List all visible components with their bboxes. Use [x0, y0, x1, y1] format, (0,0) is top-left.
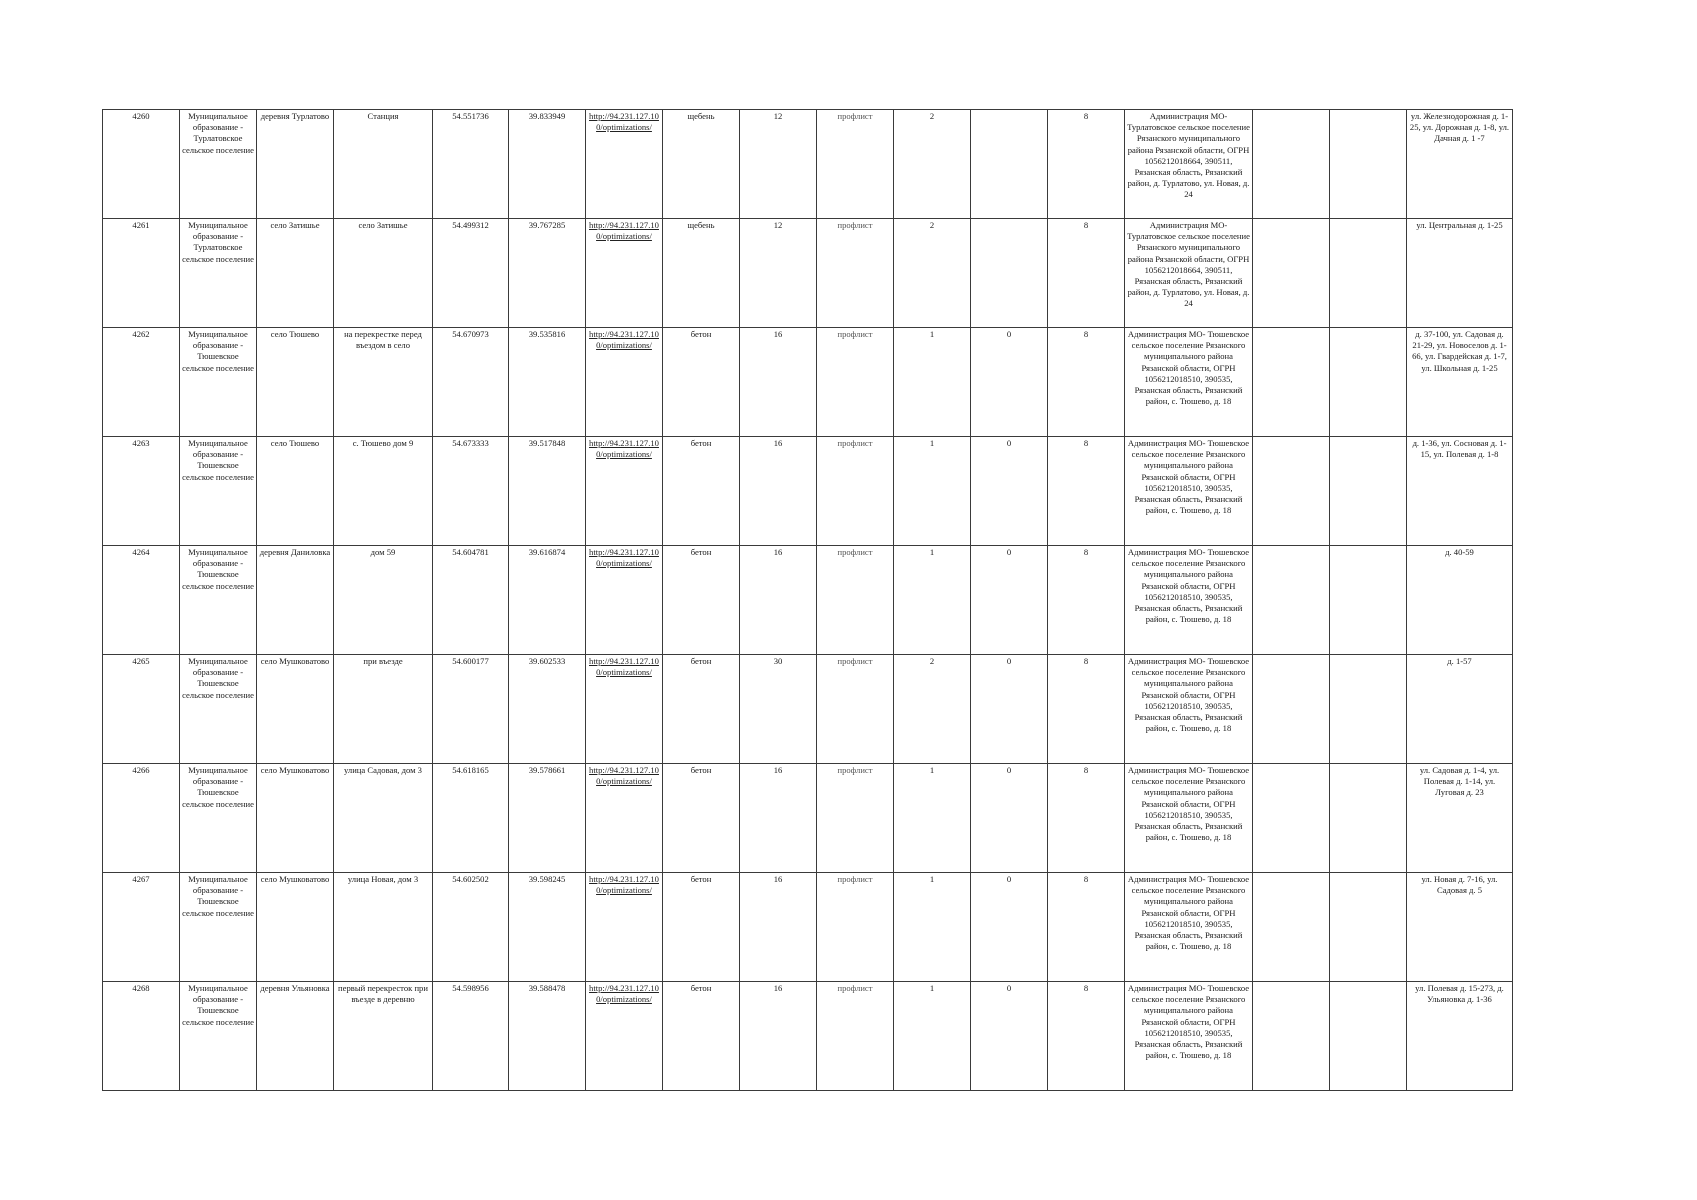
map-link[interactable]: http://94.231.127.10 0/optimizations/ — [589, 329, 659, 351]
cell-longitude: 39.598245 — [509, 873, 586, 982]
cell-longitude: 39.517848 — [509, 437, 586, 546]
cell-place: при въезде — [334, 655, 433, 764]
table-row — [103, 764, 1513, 873]
cell-place: село Затишье — [334, 219, 433, 328]
cell-owner: Администрация МО- Тюшевское сельское поселение Рязанского муниципального района Рязанской области, ОГРН 1056212018510, 390535, Рязанская область, Рязанский район, с. Тюшево, д. 18 — [1125, 982, 1253, 1091]
table-row — [103, 437, 1513, 546]
cell-locality: деревня Ульяновка — [257, 982, 334, 1091]
cell-map-link — [586, 546, 663, 655]
cell-empty — [1253, 110, 1330, 219]
cell-locality: деревня Даниловка — [257, 546, 334, 655]
cell-empty — [1330, 764, 1407, 873]
cell-empty — [1253, 764, 1330, 873]
map-link[interactable]: http://94.231.127.10 0/optimizations/ — [589, 656, 659, 678]
cell-empty — [1253, 219, 1330, 328]
table-row — [103, 982, 1513, 1091]
cell-volume: 8 — [1048, 328, 1125, 437]
cell-latitude: 54.618165 — [433, 764, 509, 873]
table-row — [103, 873, 1513, 982]
cell-volume: 8 — [1048, 982, 1125, 1091]
cell-locality: село Мушковатово — [257, 873, 334, 982]
cell-longitude: 39.588478 — [509, 982, 586, 1091]
cell-locality: село Мушковатово — [257, 764, 334, 873]
cell-volume: 8 — [1048, 764, 1125, 873]
cell-map-link — [586, 328, 663, 437]
cell-longitude: 39.616874 — [509, 546, 586, 655]
cell-site-id: 4260 — [103, 110, 180, 219]
cell-site-id: 4268 — [103, 982, 180, 1091]
cell-longitude: 39.602533 — [509, 655, 586, 764]
cell-municipality: Муниципальное образование - Турлатовское сельское поселение — [180, 219, 257, 328]
cell-owner: Администрация МО- Тюшевское сельское поселение Рязанского муниципального района Рязанской области, ОГРН 1056212018510, 390535, Рязанская область, Рязанский район, с. Тюшево, д. 18 — [1125, 764, 1253, 873]
cell-empty — [1253, 328, 1330, 437]
cell-served-addresses: ул. Полевая д. 15-273, д. Ульяновка д. 1-36 — [1407, 982, 1513, 1091]
cell-extra: 0 — [971, 437, 1048, 546]
cell-served-addresses: ул. Центральная д. 1-25 — [1407, 219, 1513, 328]
cell-empty — [1330, 546, 1407, 655]
cell-owner: Администрация МО- Тюшевское сельское поселение Рязанского муниципального района Рязанской области, ОГРН 1056212018510, 390535, Рязанская область, Рязанский район, с. Тюшево, д. 18 — [1125, 328, 1253, 437]
cell-served-addresses: д. 1-57 — [1407, 655, 1513, 764]
cell-locality: село Тюшево — [257, 328, 334, 437]
cell-extra: 0 — [971, 328, 1048, 437]
cell-municipality: Муниципальное образование - Тюшевское сельское поселение — [180, 546, 257, 655]
cell-cover-type: профлист — [817, 655, 894, 764]
cell-cover-type: профлист — [817, 546, 894, 655]
cell-site-id: 4264 — [103, 546, 180, 655]
cell-containers: 1 — [894, 546, 971, 655]
map-link[interactable]: http://94.231.127.10 0/optimizations/ — [589, 547, 659, 569]
cell-volume: 8 — [1048, 873, 1125, 982]
cell-map-link — [586, 437, 663, 546]
cell-owner: Администрация МО- Турлатовское сельское поселение Рязанского муниципального района Рязанской области, ОГРН 1056212018664, 390511, Рязанская область, Рязанский район, д. Турлатово, ул. Новая, д. 24 — [1125, 219, 1253, 328]
cell-site-id: 4263 — [103, 437, 180, 546]
cell-empty — [1330, 219, 1407, 328]
cell-map-link — [586, 219, 663, 328]
cell-latitude: 54.604781 — [433, 546, 509, 655]
cell-surface: бетон — [663, 437, 740, 546]
cell-municipality: Муниципальное образование - Тюшевское сельское поселение — [180, 328, 257, 437]
cell-place: улица Новая, дом 3 — [334, 873, 433, 982]
cell-volume: 8 — [1048, 110, 1125, 219]
cell-containers: 1 — [894, 873, 971, 982]
cell-owner: Администрация МО- Тюшевское сельское поселение Рязанского муниципального района Рязанской области, ОГРН 1056212018510, 390535, Рязанская область, Рязанский район, с. Тюшево, д. 18 — [1125, 437, 1253, 546]
cell-empty — [1330, 873, 1407, 982]
cell-cover-type: профлист — [817, 110, 894, 219]
cell-locality: село Мушковатово — [257, 655, 334, 764]
cell-served-addresses: ул. Садовая д. 1-4, ул. Полевая д. 1-14, ул. Луговая д. 23 — [1407, 764, 1513, 873]
cell-extra — [971, 110, 1048, 219]
cell-latitude: 54.499312 — [433, 219, 509, 328]
cell-latitude: 54.600177 — [433, 655, 509, 764]
cell-municipality: Муниципальное образование - Тюшевское сельское поселение — [180, 437, 257, 546]
cell-volume: 8 — [1048, 437, 1125, 546]
cell-served-addresses: д. 40-59 — [1407, 546, 1513, 655]
cell-place: на перекрестке перед въездом в село — [334, 328, 433, 437]
cell-map-link — [586, 655, 663, 764]
cell-longitude: 39.833949 — [509, 110, 586, 219]
cell-cover-type: профлист — [817, 873, 894, 982]
cell-volume: 8 — [1048, 219, 1125, 328]
table-row — [103, 546, 1513, 655]
cell-containers: 2 — [894, 655, 971, 764]
map-link[interactable]: http://94.231.127.10 0/optimizations/ — [589, 765, 659, 787]
cell-surface: щебень — [663, 219, 740, 328]
cell-extra — [971, 219, 1048, 328]
cell-extra: 0 — [971, 873, 1048, 982]
cell-map-link — [586, 982, 663, 1091]
cell-surface: бетон — [663, 873, 740, 982]
cell-longitude: 39.535816 — [509, 328, 586, 437]
cell-locality: село Затишье — [257, 219, 334, 328]
cell-area: 12 — [740, 110, 817, 219]
cell-locality: село Тюшево — [257, 437, 334, 546]
cell-volume: 8 — [1048, 546, 1125, 655]
cell-containers: 1 — [894, 764, 971, 873]
cell-extra: 0 — [971, 655, 1048, 764]
cell-area: 30 — [740, 655, 817, 764]
cell-area: 16 — [740, 982, 817, 1091]
cell-cover-type: профлист — [817, 437, 894, 546]
cell-latitude: 54.673333 — [433, 437, 509, 546]
cell-locality: деревня Турлатово — [257, 110, 334, 219]
cell-empty — [1330, 982, 1407, 1091]
table-row — [103, 110, 1513, 219]
cell-place: с. Тюшево дом 9 — [334, 437, 433, 546]
cell-municipality: Муниципальное образование - Тюшевское сельское поселение — [180, 873, 257, 982]
cell-extra: 0 — [971, 764, 1048, 873]
cell-longitude: 39.767285 — [509, 219, 586, 328]
cell-latitude: 54.670973 — [433, 328, 509, 437]
cell-map-link — [586, 110, 663, 219]
cell-served-addresses: ул. Железнодорожная д. 1-25, ул. Дорожная д. 1-8, ул. Дачная д. 1 -7 — [1407, 110, 1513, 219]
cell-empty — [1330, 110, 1407, 219]
cell-latitude: 54.602502 — [433, 873, 509, 982]
cell-municipality: Муниципальное образование - Тюшевское сельское поселение — [180, 764, 257, 873]
cell-cover-type: профлист — [817, 982, 894, 1091]
cell-area: 16 — [740, 546, 817, 655]
cell-surface: бетон — [663, 328, 740, 437]
cell-map-link — [586, 873, 663, 982]
cell-area: 12 — [740, 219, 817, 328]
cell-site-id: 4266 — [103, 764, 180, 873]
cell-surface: бетон — [663, 655, 740, 764]
map-link[interactable]: http://94.231.127.10 0/optimizations/ — [589, 983, 659, 1005]
cell-containers: 2 — [894, 219, 971, 328]
map-link[interactable]: http://94.231.127.10 0/optimizations/ — [589, 438, 659, 460]
cell-containers: 1 — [894, 982, 971, 1091]
cell-area: 16 — [740, 873, 817, 982]
cell-empty — [1330, 655, 1407, 764]
cell-cover-type: профлист — [817, 328, 894, 437]
cell-containers: 1 — [894, 328, 971, 437]
cell-latitude: 54.598956 — [433, 982, 509, 1091]
cell-site-id: 4261 — [103, 219, 180, 328]
cell-served-addresses: д. 1-36, ул. Сосновая д. 1-15, ул. Полевая д. 1-8 — [1407, 437, 1513, 546]
cell-empty — [1253, 655, 1330, 764]
map-link[interactable]: http://94.231.127.10 0/optimizations/ — [589, 220, 659, 242]
cell-latitude: 54.551736 — [433, 110, 509, 219]
cell-extra: 0 — [971, 982, 1048, 1091]
cell-empty — [1330, 328, 1407, 437]
cell-surface: бетон — [663, 982, 740, 1091]
table-row — [103, 328, 1513, 437]
cell-municipality: Муниципальное образование - Тюшевское сельское поселение — [180, 655, 257, 764]
cell-served-addresses: ул. Новая д. 7-16, ул. Садовая д. 5 — [1407, 873, 1513, 982]
cell-extra: 0 — [971, 546, 1048, 655]
cell-owner: Администрация МО- Тюшевское сельское поселение Рязанского муниципального района Рязанской области, ОГРН 1056212018510, 390535, Рязанская область, Рязанский район, с. Тюшево, д. 18 — [1125, 873, 1253, 982]
cell-surface: щебень — [663, 110, 740, 219]
table-row — [103, 655, 1513, 764]
cell-place: первый перекресток при въезде в деревню — [334, 982, 433, 1091]
cell-surface: бетон — [663, 764, 740, 873]
cell-site-id: 4265 — [103, 655, 180, 764]
cell-volume: 8 — [1048, 655, 1125, 764]
cell-cover-type: профлист — [817, 219, 894, 328]
cell-served-addresses: д. 37-100, ул. Садовая д. 21-29, ул. Новоселов д. 1-66, ул. Гвардейская д. 1-7, ул. Школьная д. 1-25 — [1407, 328, 1513, 437]
cell-surface: бетон — [663, 546, 740, 655]
cell-municipality: Муниципальное образование - Турлатовское сельское поселение — [180, 110, 257, 219]
cell-site-id: 4262 — [103, 328, 180, 437]
cell-owner: Администрация МО- Турлатовское сельское поселение Рязанского муниципального района Рязанской области, ОГРН 1056212018664, 390511, Рязанская область, Рязанский район, д. Турлатово, ул. Новая, д. 24 — [1125, 110, 1253, 219]
cell-empty — [1253, 982, 1330, 1091]
cell-place: дом 59 — [334, 546, 433, 655]
cell-empty — [1253, 546, 1330, 655]
cell-owner: Администрация МО- Тюшевское сельское поселение Рязанского муниципального района Рязанской области, ОГРН 1056212018510, 390535, Рязанская область, Рязанский район, с. Тюшево, д. 18 — [1125, 546, 1253, 655]
map-link[interactable]: http://94.231.127.10 0/optimizations/ — [589, 874, 659, 896]
cell-containers: 1 — [894, 437, 971, 546]
map-link[interactable]: http://94.231.127.10 0/optimizations/ — [589, 111, 659, 133]
cell-empty — [1253, 437, 1330, 546]
cell-site-id: 4267 — [103, 873, 180, 982]
cell-containers: 2 — [894, 110, 971, 219]
cell-place: улица Садовая, дом 3 — [334, 764, 433, 873]
cell-empty — [1330, 437, 1407, 546]
cell-area: 16 — [740, 437, 817, 546]
cell-area: 16 — [740, 328, 817, 437]
cell-longitude: 39.578661 — [509, 764, 586, 873]
cell-cover-type: профлист — [817, 764, 894, 873]
cell-empty — [1253, 873, 1330, 982]
cell-place: Станция — [334, 110, 433, 219]
waste-sites-table — [102, 109, 1513, 1091]
cell-map-link — [586, 764, 663, 873]
table-row — [103, 219, 1513, 328]
cell-owner: Администрация МО- Тюшевское сельское поселение Рязанского муниципального района Рязанской области, ОГРН 1056212018510, 390535, Рязанская область, Рязанский район, с. Тюшево, д. 18 — [1125, 655, 1253, 764]
cell-area: 16 — [740, 764, 817, 873]
cell-municipality: Муниципальное образование - Тюшевское сельское поселение — [180, 982, 257, 1091]
